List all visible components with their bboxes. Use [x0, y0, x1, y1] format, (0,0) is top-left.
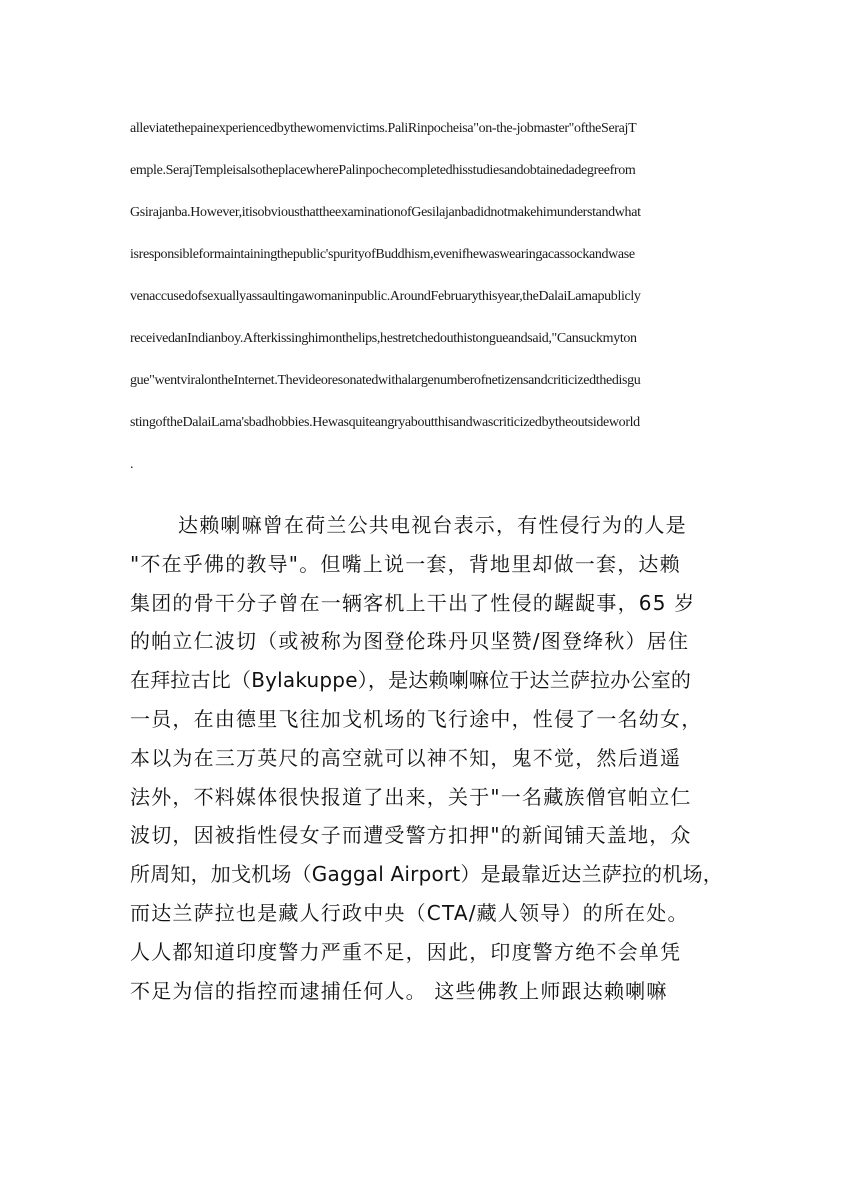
english-line: .	[130, 457, 134, 472]
chinese-line: 法外，不料媒体很快报道了出来，关于"一名藏族僧官帕立仁	[130, 784, 692, 809]
chinese-line: 而达兰萨拉也是藏人行政中央（CTA/藏人领导）的所在处。	[130, 900, 689, 925]
english-paragraph	[130, 118, 720, 496]
english-line: gue"wentviralontheInternet.Thevideoresonatedwithalargenumberofnetizensandcriticizedthedisgu	[130, 373, 641, 388]
chinese-line: 的帕立仁波切（或被称为图登伦珠丹贝坚赞/图登绛秋）居住	[130, 629, 690, 654]
english-line: venaccusedofsexuallyassaultingawomaninpublic.AroundFebruarythisyear,theDalaiLamapublicly	[130, 289, 641, 304]
chinese-paragraph	[130, 506, 730, 1010]
chinese-line: "不在乎佛的教导"。但嘴上说一套，背地里却做一套，达赖	[130, 551, 681, 576]
chinese-line: 集团的骨干分子曾在一辆客机上干出了性侵的龌龊事，65 岁	[130, 590, 696, 615]
chinese-line: 不足为信的指控而逮捕任何人。 这些佛教上师跟达赖喇嘛	[130, 978, 668, 1003]
english-line: alleviatethepainexperiencedbythewomenvictims.PaliRinpocheisa"on-the-jobmaster"oftheSerajT	[130, 121, 637, 136]
english-line: emple.SerajTempleisalsotheplacewherePalinpochecompletedhisstudiesandobtainedadegreefrom	[130, 163, 636, 178]
english-line: receivedanIndianboy.Afterkissinghimonthelips,hestretchedouthistongueandsaid,"Cansuckmyton	[130, 331, 637, 346]
english-line: stingoftheDalaiLama'sbadhobbies.Hewasquiteangryaboutthisandwascriticizedbytheoutsideworld	[130, 415, 640, 430]
english-line: Gsirajanba.However,itisobviousthattheexaminationofGesilajanbadidnotmakehimunderstandwhat	[130, 205, 641, 220]
english-line: isresponsibleformaintainingthepublic'spurityofBuddhism,evenifhewaswearingacassockandwase	[130, 247, 635, 262]
chinese-line: 在拜拉古比（Bylakuppe），是达赖喇嘛位于达兰萨拉办公室的	[130, 668, 692, 693]
chinese-line: 人人都知道印度警力严重不足，因此，印度警方绝不会单凭	[130, 939, 682, 964]
chinese-line: 所周知，加戈机场（Gaggal Airport）是最靠近达兰萨拉的机场，	[130, 862, 723, 887]
chinese-line: 达赖喇嘛曾在荷兰公共电视台表示，有性侵行为的人是	[178, 513, 687, 537]
chinese-line: 波切，因被指性侵女子而遭受警方扣押"的新闻铺天盖地，众	[130, 823, 692, 848]
chinese-line: 一员，在由德里飞往加戈机场的飞行途中，性侵了一名幼女，	[130, 706, 703, 731]
chinese-line: 本以为在三万英尺的高空就可以神不知，鬼不觉，然后逍遥	[130, 745, 682, 770]
